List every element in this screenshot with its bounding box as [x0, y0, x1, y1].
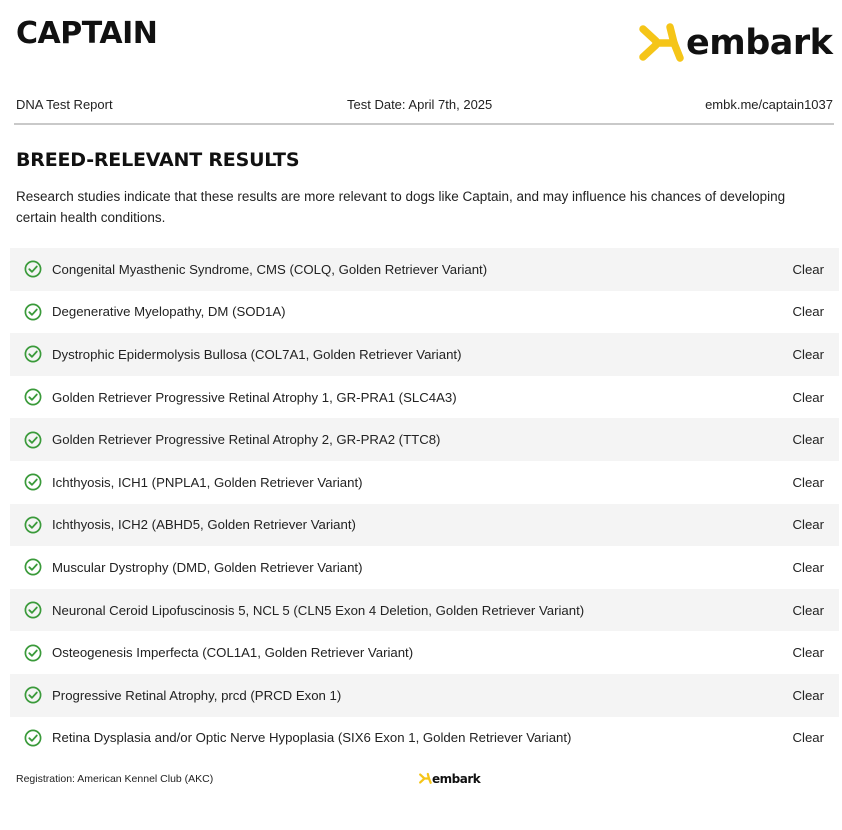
result-row [10, 546, 839, 589]
report-type: DNA Test Report [16, 97, 113, 112]
condition-name: Dystrophic Epidermolysis Bullosa (COL7A1, Golden Retriever Variant) [52, 346, 462, 362]
check-circle-icon [24, 558, 42, 576]
check-circle-icon [24, 303, 42, 321]
condition-name: Osteogenesis Imperfecta (COL1A1, Golden Retriever Variant) [52, 645, 414, 661]
result-row [10, 674, 839, 717]
condition-name: Degenerative Myelopathy, DM (SOD1A) [52, 304, 286, 320]
check-circle-icon [24, 345, 42, 363]
result-row [10, 248, 839, 291]
check-circle-icon [24, 473, 42, 491]
condition-name: Golden Retriever Progressive Retinal Atrophy 1, GR-PRA1 (SLC4A3) [52, 389, 457, 405]
embark-logo-icon [418, 772, 432, 785]
result-row [10, 418, 839, 461]
check-circle-icon [24, 601, 42, 619]
result-row [10, 717, 839, 760]
test-date: Test Date: April 7th, 2025 [347, 97, 493, 112]
result-status: Clear [792, 474, 824, 490]
section-title: BREED-RELEVANT RESULTS [16, 149, 300, 171]
report-meta [16, 97, 833, 115]
condition-name: Muscular Dystrophy (DMD, Golden Retriever Variant) [52, 559, 363, 575]
result-row [10, 376, 839, 419]
result-row [10, 631, 839, 674]
result-row [10, 589, 839, 632]
condition-name: Ichthyosis, ICH1 (PNPLA1, Golden Retriever Variant) [52, 474, 363, 490]
footer-embark-logo [418, 772, 480, 785]
embark-logo-icon [636, 20, 684, 66]
result-status: Clear [792, 730, 824, 746]
results-list [10, 248, 839, 759]
check-circle-icon [24, 686, 42, 704]
result-status: Clear [792, 645, 824, 661]
condition-name: Progressive Retinal Atrophy, prcd (PRCD Exon 1) [52, 687, 342, 703]
check-circle-icon [24, 388, 42, 406]
header-divider [14, 123, 834, 125]
section-intro: Research studies indicate that these results are more relevant to dogs like Captain, and may influence his chances of developing certain health conditions. [16, 189, 786, 225]
result-row [10, 504, 839, 547]
check-circle-icon [24, 516, 42, 534]
result-status: Clear [792, 517, 824, 533]
result-status: Clear [792, 261, 824, 277]
result-status: Clear [792, 304, 824, 320]
result-status: Clear [792, 346, 824, 362]
check-circle-icon [24, 260, 42, 278]
result-status: Clear [792, 432, 824, 448]
condition-name: Neuronal Ceroid Lipofuscinosis 5, NCL 5 (CLN5 Exon 4 Deletion, Golden Retriever Variant) [52, 602, 585, 618]
result-row [10, 333, 839, 376]
check-circle-icon [24, 729, 42, 747]
result-status: Clear [792, 687, 824, 703]
condition-name: Congenital Myasthenic Syndrome, CMS (COLQ, Golden Retriever Variant) [52, 261, 488, 277]
result-row [10, 291, 839, 334]
embark-logo [636, 20, 832, 66]
result-status: Clear [792, 559, 824, 575]
condition-name: Retina Dysplasia and/or Optic Nerve Hypoplasia (SIX6 Exon 1, Golden Retriever Variant) [52, 730, 572, 746]
dog-name-title: CAPTAIN [16, 16, 158, 51]
check-circle-icon [24, 644, 42, 662]
result-row [10, 461, 839, 504]
condition-name: Golden Retriever Progressive Retinal Atrophy 2, GR-PRA2 (TTC8) [52, 432, 441, 448]
report-link[interactable]: embk.me/captain1037 [705, 97, 833, 112]
registration-text: Registration: American Kennel Club (AKC) [16, 773, 214, 785]
result-status: Clear [792, 602, 824, 618]
footer-logo-text: embark [432, 771, 481, 786]
embark-logo-text: embark [686, 22, 833, 63]
check-circle-icon [24, 431, 42, 449]
condition-name: Ichthyosis, ICH2 (ABHD5, Golden Retriever Variant) [52, 517, 356, 533]
result-status: Clear [792, 389, 824, 405]
